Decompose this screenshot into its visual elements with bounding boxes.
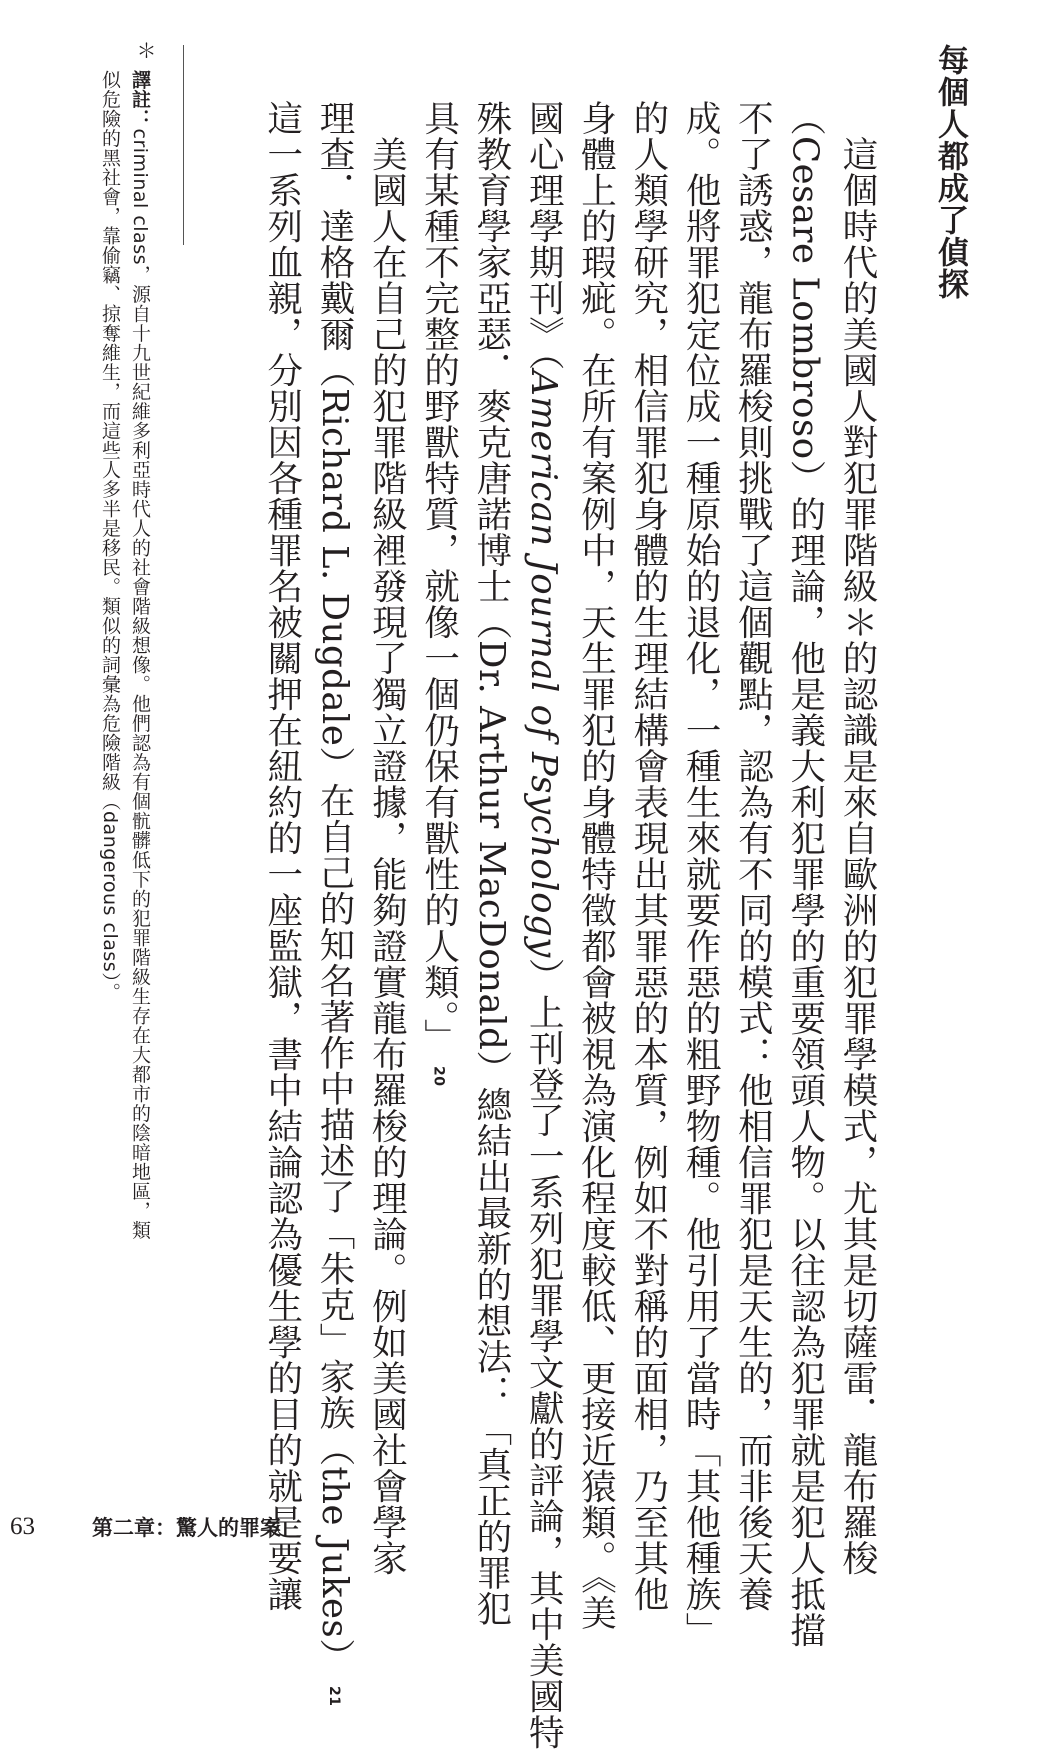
page-number: 63: [10, 1513, 35, 1540]
body-line: [726, 100, 778, 1612]
running-footer-chapter: 第二章：驚人的罪案: [92, 1516, 281, 1540]
footnote-label: 譯註：: [129, 70, 151, 129]
body-line: [308, 100, 360, 1707]
line-text: 美國人在自己的犯罪階級裡發現了獨立證據，能夠證實龍布羅梭的理論。例如美國社會學家: [366, 136, 408, 1576]
footnote-line-2: 似危險的黑社會，靠偷竊、掠奪維生，而這些人多半是移民。類似的詞彙為危險階級（dangerous class）。: [99, 70, 121, 1002]
line-text: 國心理學期刊》（: [523, 100, 565, 371]
line-text: 身體上的瑕疵。在所有案例中，天生罪犯的身體特徵都會被視為演化程度較低、更接近猿類。《美: [575, 100, 617, 1631]
body-line: [413, 100, 465, 1087]
body-line: [622, 100, 674, 1612]
footnote-marker: ＊: [133, 40, 157, 60]
footnote-reference[interactable]: 20: [430, 1066, 447, 1087]
body-line: [465, 100, 517, 1626]
line-text: ）上刊登了一系列犯罪學文獻的評論，其中美國特: [523, 957, 565, 1750]
footnote-divider: [183, 45, 184, 245]
line-text: 不了誘惑，龍布羅梭則挑戰了這個觀點，認為有不同的模式：他相信罪犯是天生的，而非後天養: [732, 100, 774, 1612]
body-line: [570, 100, 622, 1630]
body-line: [831, 136, 883, 1576]
footnote-line-1: [125, 70, 155, 1240]
body-line: [517, 100, 569, 1750]
footnote-text-1: criminal class，源自十九世紀維多利亞時代人的社會階級想像。他們認為有個骯髒低下的犯罪階級生存在大都市的陰暗地區，類: [129, 128, 151, 1240]
section-heading: 每個人都成了偵探: [932, 44, 968, 300]
footnote-reference[interactable]: 21: [326, 1686, 342, 1707]
line-text: 這一系列血親，分別因各種罪名被關押在紐約的一座監獄，書中結論認為優生學的目的就是要讓: [261, 100, 303, 1612]
line-text: （Cesare Lombroso）的理論，他是義大利犯罪學的重要領頭人物。以往認為犯罪就是犯人抵擋: [784, 100, 826, 1648]
body-line: [256, 100, 308, 1612]
line-text: 的人類學研究，相信罪犯身體的生理結構會表現出其罪惡的本質，例如不對稱的面相，乃至其他: [627, 100, 669, 1612]
line-text: 具有某種不完整的野獸特質，就像一個仍保有獸性的人類。」: [418, 100, 460, 1055]
line-text: 這個時代的美國人對犯罪階級＊的認識是來自歐洲的犯罪學模式，尤其是切薩雷．龍布羅梭: [837, 136, 878, 1576]
line-text: 殊教育學家亞瑟．麥克唐諾博士（Dr. Arthur MacDonald）總結出最新的想法：「真正的罪犯: [470, 100, 512, 1627]
body-line: [674, 100, 726, 1648]
italic-title: American Journal of Psychology: [523, 370, 565, 958]
body-line: [779, 100, 831, 1648]
line-text: 成。他將罪犯定位成一種原始的退化，一種生來就要作惡的粗野物種。他引用了當時「其他種族」: [680, 100, 722, 1648]
line-text: 理查．達格戴爾（Richard L. Dugdale）在自己的知名著作中描述了「朱克」家族（the Jukes）: [314, 100, 355, 1675]
body-line: [360, 136, 412, 1576]
